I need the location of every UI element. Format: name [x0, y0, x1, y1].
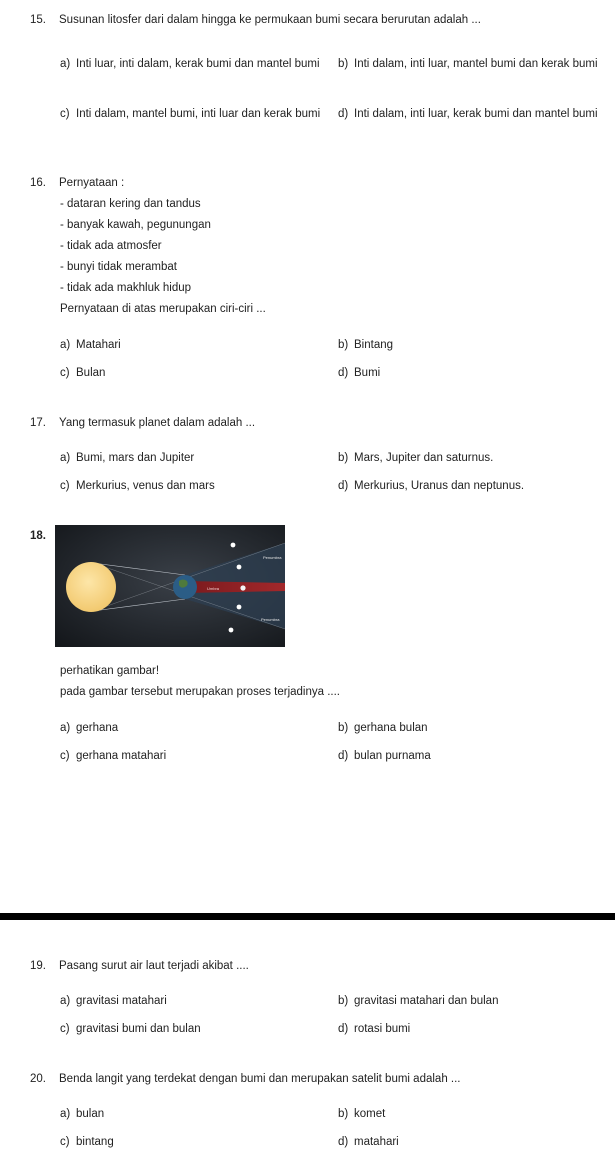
option-text: gravitasi bumi dan bulan	[76, 1023, 201, 1035]
option-d[interactable]	[338, 104, 610, 124]
option-c[interactable]	[60, 748, 166, 765]
option-a[interactable]	[60, 720, 118, 737]
option-label: a)	[60, 452, 71, 464]
question-text: Benda langit yang terdekat dengan bumi dan merupakan satelit bumi adalah ...	[59, 1073, 461, 1085]
option-label: c)	[60, 1023, 70, 1035]
option-c[interactable]	[60, 478, 215, 495]
option-label: a)	[60, 722, 71, 734]
option-text: Bintang	[354, 339, 394, 351]
page-divider	[0, 913, 615, 920]
moon-phase-3	[240, 585, 245, 590]
statement-item: - tidak ada makhluk hidup	[60, 282, 192, 294]
option-label: a)	[60, 339, 71, 351]
option-label: b)	[338, 995, 349, 1007]
sun-icon	[66, 562, 116, 612]
umbra-label: Umbra	[207, 586, 220, 591]
option-label: a)	[60, 58, 71, 70]
question-number: 15.	[30, 14, 46, 26]
option-b[interactable]	[338, 720, 428, 737]
question-text: pada gambar tersebut merupakan proses terjadinya ....	[60, 686, 340, 698]
question-text: Pasang surut air laut terjadi akibat ....	[59, 960, 249, 972]
option-label: d)	[338, 367, 349, 379]
option-label: b)	[338, 339, 349, 351]
option-label: a)	[60, 995, 71, 1007]
option-text: Inti dalam, inti luar, kerak bumi dan mantel bumi	[354, 108, 598, 120]
option-label: b)	[338, 58, 349, 70]
umbra-region	[185, 581, 285, 593]
option-label: d)	[338, 480, 349, 492]
option-text: bulan	[76, 1108, 105, 1120]
option-label: c)	[60, 367, 70, 379]
option-text: gravitasi matahari	[76, 995, 167, 1007]
option-text: bintang	[76, 1136, 114, 1148]
option-text: Mars, Jupiter dan saturnus.	[354, 452, 494, 464]
option-text: Inti dalam, inti luar, mantel bumi dan kerak bumi	[354, 58, 598, 70]
option-label: b)	[338, 1108, 349, 1120]
option-text: rotasi bumi	[354, 1023, 411, 1035]
option-text: Bulan	[76, 367, 106, 379]
option-a[interactable]	[60, 337, 121, 354]
question-number: 20.	[30, 1073, 46, 1085]
option-c[interactable]	[60, 365, 105, 382]
moon-phase-5	[229, 628, 234, 633]
option-a[interactable]	[60, 450, 194, 467]
option-text: gerhana bulan	[354, 722, 428, 734]
option-a[interactable]	[60, 54, 328, 74]
option-label: c)	[60, 480, 70, 492]
statement-item: - bunyi tidak merambat	[60, 261, 177, 273]
moon-phase-1	[231, 543, 236, 548]
option-label: c)	[60, 1136, 70, 1148]
moon-phase-4	[237, 605, 242, 610]
option-text: gerhana	[76, 722, 119, 734]
option-text: Bumi, mars dan Jupiter	[76, 452, 195, 464]
option-text: Inti luar, inti dalam, kerak bumi dan mantel bumi	[76, 58, 320, 70]
option-label: d)	[338, 1136, 349, 1148]
question-number: 18.	[30, 530, 46, 542]
question-text: Susunan litosfer dari dalam hingga ke permukaan bumi secara berurutan adalah ...	[59, 14, 481, 26]
option-label: d)	[338, 108, 349, 120]
option-text: gerhana matahari	[76, 750, 167, 762]
option-d[interactable]	[338, 365, 380, 382]
penumbra-bottom-label: Penumbra	[261, 617, 280, 622]
penumbra-top-label: Penumbra	[263, 555, 282, 560]
lunar-eclipse-figure	[55, 525, 285, 647]
option-text: gravitasi matahari dan bulan	[354, 995, 499, 1007]
option-text: Matahari	[76, 339, 121, 351]
question-prompt: Pernyataan di atas merupakan ciri-ciri ...	[60, 303, 266, 315]
option-a[interactable]	[60, 1106, 104, 1123]
option-text: Inti dalam, mantel bumi, inti luar dan kerak bumi	[76, 108, 321, 120]
option-a[interactable]	[60, 993, 167, 1010]
option-text: Merkurius, Uranus dan neptunus.	[354, 480, 525, 492]
option-c[interactable]	[60, 1134, 114, 1151]
option-c[interactable]	[60, 1021, 201, 1038]
eclipse-diagram	[55, 525, 285, 647]
option-b[interactable]	[338, 54, 610, 74]
option-label: c)	[60, 108, 70, 120]
option-d[interactable]	[338, 1134, 399, 1151]
statement-item: - tidak ada atmosfer	[60, 240, 162, 252]
option-label: a)	[60, 1108, 71, 1120]
question-text: Pernyataan :	[59, 177, 125, 189]
option-text: komet	[354, 1108, 386, 1120]
option-text: bulan purnama	[354, 750, 431, 762]
option-c[interactable]	[60, 104, 328, 124]
option-label: c)	[60, 750, 70, 762]
question-number: 17.	[30, 417, 46, 429]
option-label: d)	[338, 1023, 349, 1035]
option-text: Bumi	[354, 367, 381, 379]
question-number: 16.	[30, 177, 46, 189]
option-text: Merkurius, venus dan mars	[76, 480, 215, 492]
option-b[interactable]	[338, 1106, 385, 1123]
option-b[interactable]	[338, 337, 393, 354]
option-label: b)	[338, 722, 349, 734]
option-b[interactable]	[338, 450, 493, 467]
statement-item: - dataran kering dan tandus	[60, 198, 201, 210]
option-label: d)	[338, 750, 349, 762]
statement-item: - banyak kawah, pegunungan	[60, 219, 211, 231]
question-text: Yang termasuk planet dalam adalah ...	[59, 417, 256, 429]
question-number: 19.	[30, 960, 46, 972]
option-d[interactable]	[338, 748, 431, 765]
moon-phase-2	[237, 565, 242, 570]
option-text: matahari	[354, 1136, 399, 1148]
option-label: b)	[338, 452, 349, 464]
instruction-text: perhatikan gambar!	[60, 665, 160, 677]
option-d[interactable]	[338, 1021, 410, 1038]
option-d[interactable]	[338, 478, 524, 495]
option-b[interactable]	[338, 993, 498, 1010]
